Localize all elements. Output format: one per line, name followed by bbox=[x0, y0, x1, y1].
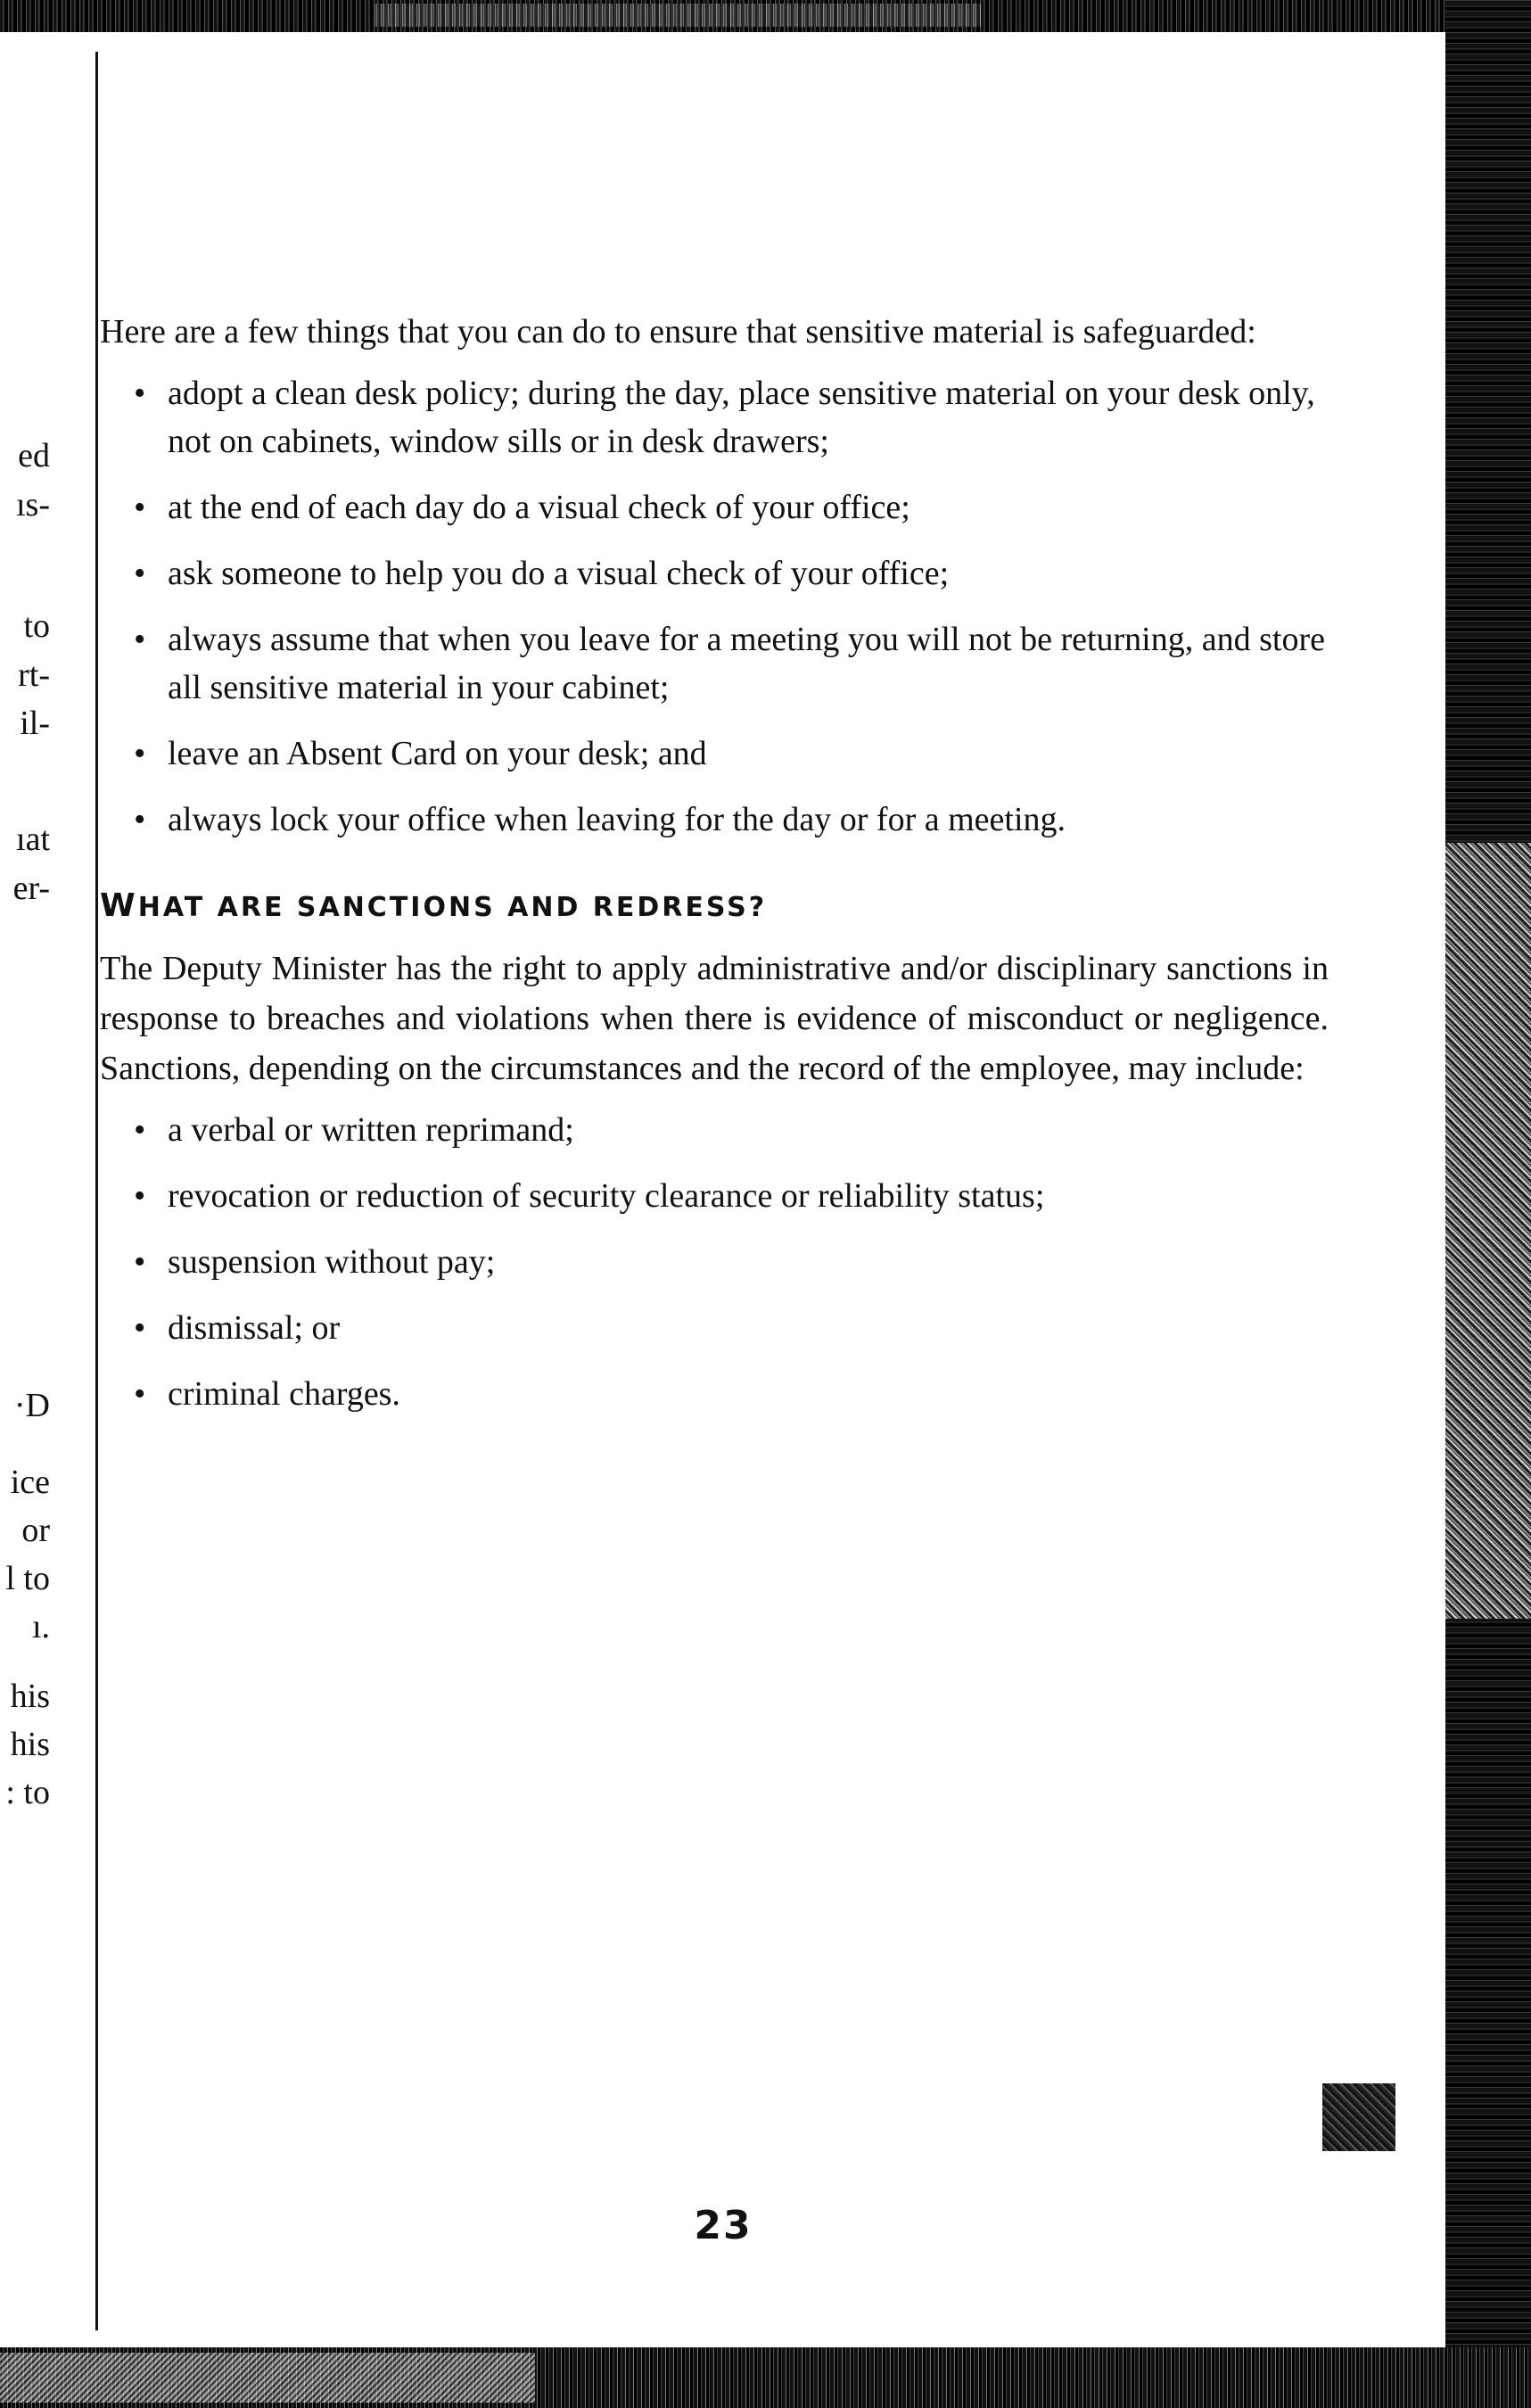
margin-fragment: his bbox=[10, 1678, 50, 1715]
list-item-text: ask someone to help you do a visual check of your office; bbox=[168, 555, 950, 592]
margin-fragment: his bbox=[10, 1726, 50, 1763]
section-heading-initial: W bbox=[100, 887, 138, 924]
list-item bbox=[100, 1370, 1329, 1418]
scan-border-right-highlight bbox=[1445, 843, 1531, 1619]
list-item-text: a verbal or written reprimand; bbox=[168, 1111, 574, 1149]
bullet-icon: • bbox=[134, 801, 146, 838]
margin-fragment: l to bbox=[5, 1560, 50, 1597]
corner-registration-mark bbox=[1322, 2083, 1395, 2151]
margin-fragment: or bbox=[21, 1512, 50, 1549]
list-item-text: criminal charges. bbox=[168, 1375, 400, 1413]
page-number: 23 bbox=[694, 2203, 753, 2248]
intro-paragraph: Here are a few things that you can do to ensure that sensitive material is safeguarded: bbox=[100, 313, 1256, 350]
margin-fragment: ice bbox=[10, 1464, 50, 1501]
margin-fragment: er- bbox=[12, 870, 50, 907]
list-item bbox=[100, 730, 1329, 778]
bullet-icon: • bbox=[134, 1243, 146, 1281]
list-item-text: at the end of each day do a visual check of your office; bbox=[168, 489, 910, 526]
section-heading-rest: HAT ARE SANCTIONS AND REDRESS? bbox=[137, 892, 768, 923]
list-item bbox=[100, 796, 1329, 844]
list-item bbox=[100, 1238, 1329, 1286]
margin-fragment: il- bbox=[20, 705, 50, 742]
bullet-icon: • bbox=[134, 555, 146, 592]
main-text-column bbox=[100, 307, 1329, 1436]
bullet-icon: • bbox=[134, 621, 146, 658]
margin-fragment: to bbox=[23, 607, 50, 645]
list-item-text: dismissal; or bbox=[168, 1309, 341, 1347]
list-item-text: always lock your office when leaving for the day or for a meeting. bbox=[168, 801, 1066, 838]
margin-fragment: ·D bbox=[13, 1387, 50, 1424]
bullet-icon: • bbox=[134, 1111, 146, 1149]
margin-fragment: rt- bbox=[18, 656, 50, 694]
bullet-icon: • bbox=[134, 375, 146, 412]
list-item bbox=[100, 549, 1329, 598]
list-item-text: leave an Absent Card on your desk; and bbox=[168, 735, 707, 772]
margin-fragment: ed bbox=[18, 437, 50, 474]
list-item-text: adopt a clean desk policy; during the day, place sensitive material on your desk only, not on cabinets, window sills or in desk drawers; bbox=[168, 375, 1315, 460]
bullet-icon: • bbox=[134, 735, 146, 772]
list-item bbox=[100, 1172, 1329, 1220]
scan-border-top-highlight bbox=[375, 4, 981, 27]
list-item bbox=[100, 1304, 1329, 1352]
page-gutter-line bbox=[95, 52, 98, 2330]
bullet-icon: • bbox=[134, 1177, 146, 1215]
margin-fragment: : to bbox=[5, 1774, 50, 1811]
bullet-icon: • bbox=[134, 1309, 146, 1347]
list-item bbox=[100, 483, 1329, 532]
safeguard-list bbox=[100, 369, 1329, 844]
section-heading bbox=[100, 879, 1329, 935]
list-item-text: always assume that when you leave for a meeting you will not be returning, and store all sensitive material in your cabinet; bbox=[168, 621, 1325, 706]
list-item-text: suspension without pay; bbox=[168, 1243, 496, 1281]
list-item bbox=[100, 615, 1329, 712]
margin-fragment: ıs- bbox=[16, 486, 50, 524]
sanctions-paragraph: The Deputy Minister has the right to apply administrative and/or disciplinary sanctions in response to breaches and violations when there is evidence of misconduct or negligence. Sanctions, depending on the circumstances and the record of the employee, may include: bbox=[100, 950, 1329, 1087]
list-item-text: revocation or reduction of security clearance or reliability status; bbox=[168, 1177, 1045, 1215]
sanctions-list bbox=[100, 1106, 1329, 1418]
bullet-icon: • bbox=[134, 489, 146, 526]
scan-border-bottom-highlight bbox=[0, 2353, 535, 2403]
list-item bbox=[100, 369, 1329, 466]
margin-fragment: ı. bbox=[31, 1608, 50, 1645]
bullet-icon: • bbox=[134, 1375, 146, 1413]
margin-fragment: ıat bbox=[16, 821, 50, 858]
previous-page-margin bbox=[0, 0, 71, 2408]
list-item bbox=[100, 1106, 1329, 1154]
